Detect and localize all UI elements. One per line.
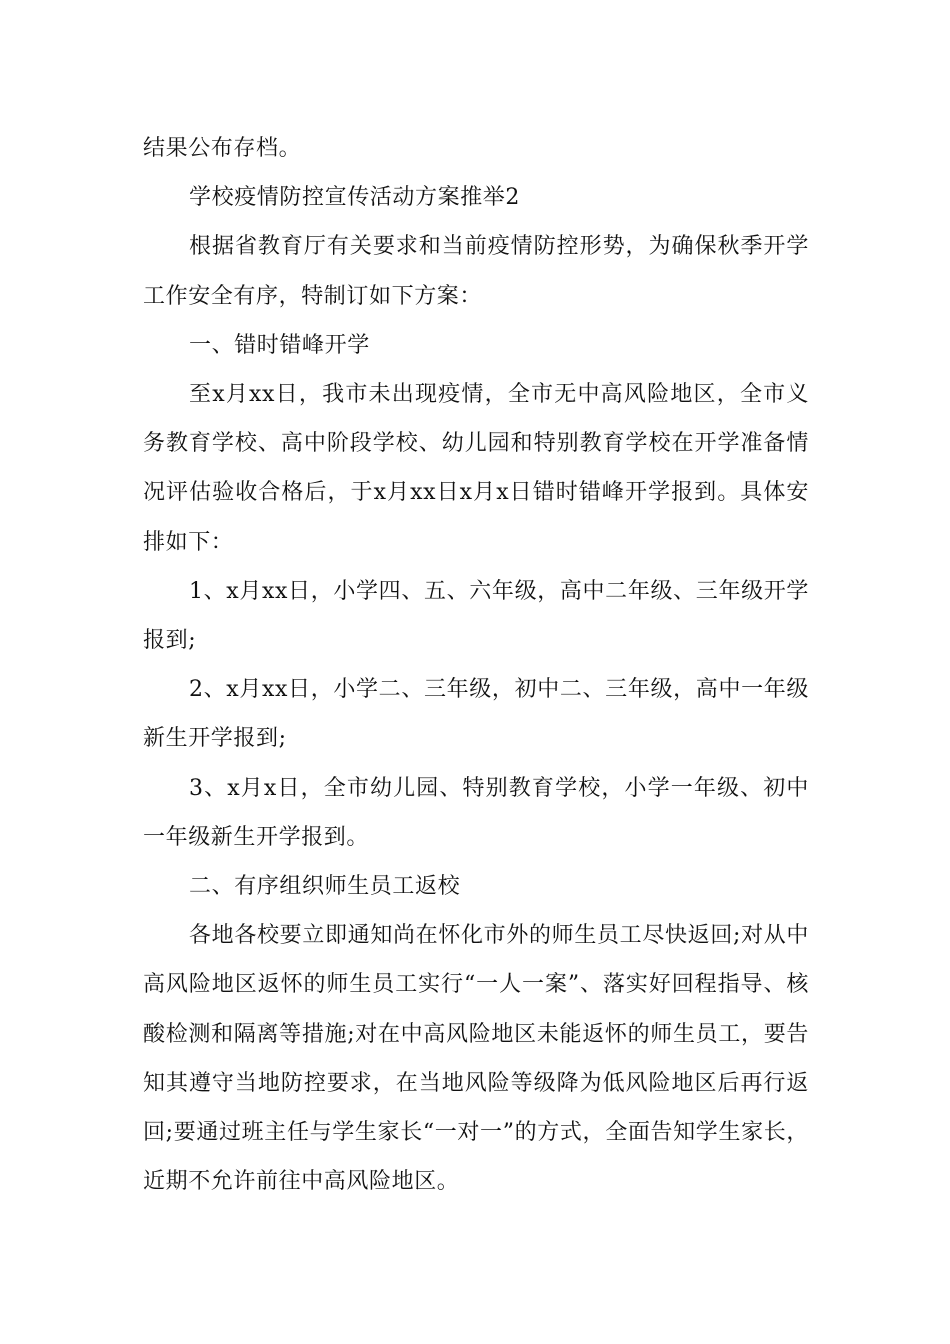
paragraph-return-measures: 各地各校要立即通知尚在怀化市外的师生员工尽快返回;对从中高风险地区返怀的师生员工实行“一人一案”、落实好回程指导、核酸检测和隔离等措施;对在中高风险地区未能返怀的师生员工，要告知其遵守当地防控要求，在当地风险等级降为低风险地区后再行返回;要通过班主任与学生家长“一对一”的方式，全面告知学生家长，近期不允许前往中高风险地区。 [143, 923, 809, 1195]
paragraph-intro: 根据省教育厅有关要求和当前疫情防控形势，为确保秋季开学工作安全有序，特制订如下方案： [143, 234, 809, 309]
paragraph-opening-overview: 至x月xx日，我市未出现疫情，全市无中高风险地区，全市义务教育学校、高中阶段学校、幼儿园和特别教育学校在开学准备情况评估验收合格后，于x月xx日x月x日错时错峰开学报到。具体安排如下： [143, 382, 809, 555]
heading-staggered-opening: 一、错时错峰开学 [189, 332, 370, 358]
heading-orderly-return: 二、有序组织师生员工返校 [189, 874, 461, 900]
list-item-1: 1、x月xx日，小学四、五、六年级，高中二年级、三年级开学报到; [143, 578, 809, 654]
document-body [143, 124, 809, 1206]
list-item-3: 3、x月x日，全市幼儿园、特别教育学校，小学一年级、初中一年级新生开学报到。 [143, 775, 809, 850]
section-title: 学校疫情防控宣传活动方案推举2 [189, 185, 520, 211]
list-item-2: 2、x月xx日，小学二、三年级，初中二、三年级，高中一年级新生开学报到; [143, 677, 809, 752]
paragraph-archive-note: 结果公布存档。 [143, 136, 302, 161]
